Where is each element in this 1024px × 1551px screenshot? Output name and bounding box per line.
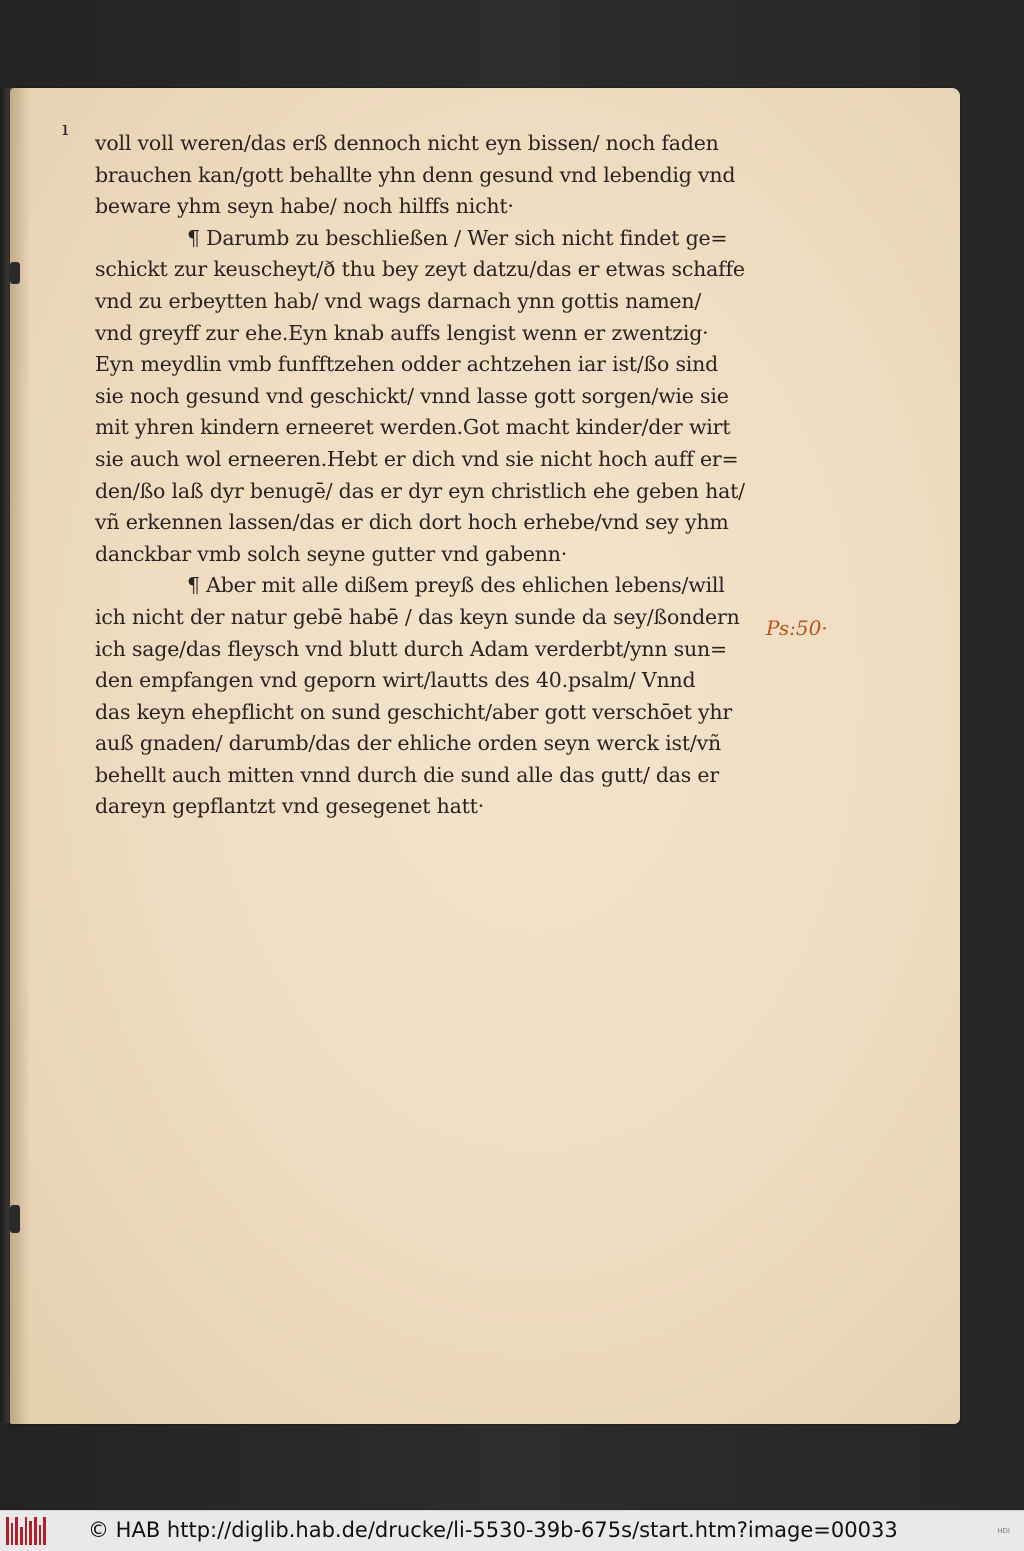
text-line: Eyn meydlin vmb funfftzehen odder achtzehen iar ist/ßo sind xyxy=(95,352,719,377)
text-line: vñ erkennen lassen/das er dich dort hoch erhebe/vnd sey yhm xyxy=(95,510,729,535)
text-line: danckbar vmb solch seyne gutter vnd gabenn· xyxy=(95,541,568,566)
text-line: vnd zu erbeytten hab/ vnd wags darnach ynn gottis namen/ xyxy=(95,288,702,313)
body-text xyxy=(95,128,775,823)
text-line: ¶ Aber mit alle dißem preyß des ehlichen lebens/will xyxy=(187,573,725,598)
text-line: sie noch gesund vnd geschickt/ vnnd lasse gott sorgen/wie sie xyxy=(95,383,729,408)
text-line: mit yhren kindern erneeret werden.Got macht kinder/der wirt xyxy=(95,415,731,440)
text-line: ich nicht der natur gebē habē / das keyn sunde da sey/ßondern xyxy=(95,604,740,629)
page-mark: ı xyxy=(62,116,69,140)
text-line: beware yhm seyn habe/ noch hilffs nicht· xyxy=(95,194,514,219)
text-line: voll voll weren/das erß dennoch nicht eyn bissen/ noch faden xyxy=(95,131,719,155)
text-line: das keyn ehepflicht on sund geschicht/aber gott verschōet yhr xyxy=(95,699,733,724)
text-line: den/ßo laß dyr benugē/ das er dyr eyn christlich ehe geben hat/ xyxy=(95,478,745,503)
text-line: schickt zur keuscheyt/ð thu bey zeyt datzu/das er etwas schaffe xyxy=(95,257,745,282)
margin-annotation: Ps:50· xyxy=(766,616,828,640)
text-line: behellt auch mitten vnnd durch die sund alle das gutt/ das er xyxy=(95,762,719,787)
footer-mini-label: HDI xyxy=(997,1527,1010,1535)
text-line: den empfangen vnd geporn wirt/lautts des 40.psalm/ Vnnd xyxy=(95,668,696,693)
page-edge-nick xyxy=(10,262,20,284)
hab-logo-icon xyxy=(6,1517,46,1545)
text-line: ¶ Darumb zu beschließen / Wer sich nicht findet ge= xyxy=(187,225,728,250)
text-line: brauchen kan/gott behallte yhn denn gesund vnd lebendig vnd xyxy=(95,162,736,187)
text-line: ich sage/das fleysch vnd blutt durch Adam verderbt/ynn sun= xyxy=(95,636,727,661)
page-edge-nick xyxy=(10,1205,20,1233)
text-line: dareyn gepflantzt vnd gesegenet hatt· xyxy=(95,794,485,819)
text-line: auß gnaden/ darumb/das der ehliche orden seyn werck ist/vñ xyxy=(95,731,721,756)
text-line: sie auch wol erneeren.Hebt er dich vnd sie nicht hoch auff er= xyxy=(95,446,739,471)
footer-bar xyxy=(0,1510,1024,1551)
copyright-url[interactable]: © HAB http://diglib.hab.de/drucke/li-5530-39b-675s/start.htm?image=00033 xyxy=(88,1518,898,1542)
text-line: vnd greyff zur ehe.Eyn knab auffs lengist wenn er zwentzig· xyxy=(95,320,709,345)
